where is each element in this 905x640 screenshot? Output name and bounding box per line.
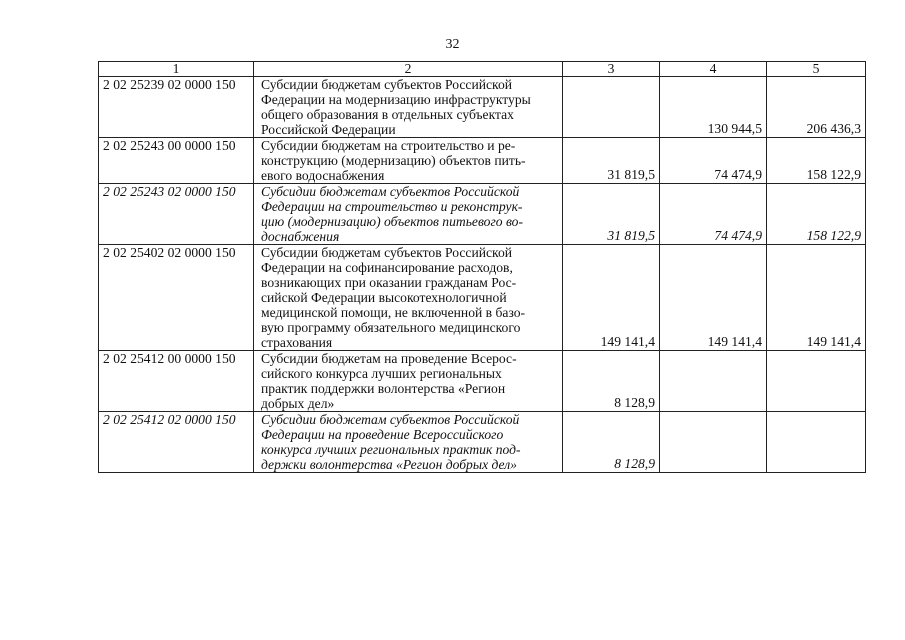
budget-code-cell: 2 02 25243 00 0000 150 — [99, 138, 254, 184]
amount-cell-col5: 158 122,9 — [767, 138, 866, 184]
description-line: практик поддержки волонтерства «Регион — [261, 381, 506, 396]
description-cell — [254, 184, 563, 245]
description-line: добрых дел» — [261, 396, 335, 411]
table-row — [99, 184, 866, 245]
description-line: Федерации на модернизацию инфраструктуры — [261, 92, 531, 107]
table-row — [99, 138, 866, 184]
table-row — [99, 77, 866, 138]
page-number: 32 — [445, 37, 460, 52]
budget-code-cell: 2 02 25402 02 0000 150 — [99, 245, 254, 351]
amount-cell-col3: 31 819,5 — [563, 184, 660, 245]
table-row — [99, 245, 866, 351]
description-cell — [254, 245, 563, 351]
description-line: страхования — [261, 335, 333, 350]
description-line: доснабжения — [261, 229, 340, 244]
description-line: вую программу обязательного медицинского — [261, 320, 521, 335]
amount-cell-col3: 8 128,9 — [563, 412, 660, 473]
description-line: сийского конкурса лучших региональных — [261, 366, 502, 381]
table-row — [99, 351, 866, 412]
description-line: Субсидии бюджетам субъектов Российской — [261, 412, 520, 427]
amount-cell-col5: 149 141,4 — [767, 245, 866, 351]
description-line: Российской Федерации — [261, 122, 396, 137]
table-row — [99, 412, 866, 473]
budget-code-cell: 2 02 25243 02 0000 150 — [99, 184, 254, 245]
description-line: общего образования в отдельных субъектах — [261, 107, 514, 122]
amount-cell-col3: 31 819,5 — [563, 138, 660, 184]
amount-cell-col4: 149 141,4 — [660, 245, 767, 351]
description-line: Субсидии бюджетам субъектов Российской — [261, 184, 520, 199]
column-header: 2 — [254, 62, 563, 77]
amount-cell-col4: 130 944,5 — [660, 77, 767, 138]
amount-cell-col3: 149 141,4 — [563, 245, 660, 351]
budget-code-cell: 2 02 25239 02 0000 150 — [99, 77, 254, 138]
column-header: 4 — [660, 62, 767, 77]
description-line: возникающих при оказании гражданам Рос- — [261, 275, 517, 290]
description-line: медицинской помощи, не включенной в базо- — [261, 305, 526, 320]
description-line: Субсидии бюджетам на строительство и ре- — [261, 138, 516, 153]
amount-cell-col4 — [660, 351, 767, 412]
column-header: 1 — [99, 62, 254, 77]
description-cell — [254, 77, 563, 138]
description-line: конструкцию (модернизацию) объектов пить- — [261, 153, 526, 168]
description-line: сийской Федерации высокотехнологичной — [261, 290, 507, 305]
description-line: конкурса лучших региональных практик под- — [261, 442, 521, 457]
description-line: Субсидии бюджетам субъектов Российской — [261, 77, 513, 92]
budget-table — [98, 61, 866, 473]
amount-cell-col4 — [660, 412, 767, 473]
description-line: Субсидии бюджетам субъектов Российской — [261, 245, 513, 260]
column-header: 5 — [767, 62, 866, 77]
table-header-row — [99, 62, 866, 77]
column-header: 3 — [563, 62, 660, 77]
amount-cell-col3: 8 128,9 — [563, 351, 660, 412]
amount-cell-col5: 158 122,9 — [767, 184, 866, 245]
description-cell — [254, 138, 563, 184]
amount-cell-col5 — [767, 412, 866, 473]
description-line: цию (модернизацию) объектов питьевого во- — [261, 214, 524, 229]
amount-cell-col5: 206 436,3 — [767, 77, 866, 138]
description-cell — [254, 351, 563, 412]
description-line: евого водоснабжения — [261, 168, 385, 183]
description-line: Федерации на софинансирование расходов, — [261, 260, 513, 275]
description-line: Федерации на строительство и реконструк- — [261, 199, 523, 214]
description-line: Субсидии бюджетам на проведение Всерос- — [261, 351, 517, 366]
amount-cell-col4: 74 474,9 — [660, 138, 767, 184]
description-cell — [254, 412, 563, 473]
amount-cell-col4: 74 474,9 — [660, 184, 767, 245]
description-line: Федерации на проведение Всероссийского — [261, 427, 504, 442]
amount-cell-col5 — [767, 351, 866, 412]
amount-cell-col3 — [563, 77, 660, 138]
budget-code-cell: 2 02 25412 00 0000 150 — [99, 351, 254, 412]
budget-code-cell: 2 02 25412 02 0000 150 — [99, 412, 254, 473]
description-line: держки волонтерства «Регион добрых дел» — [261, 457, 517, 472]
